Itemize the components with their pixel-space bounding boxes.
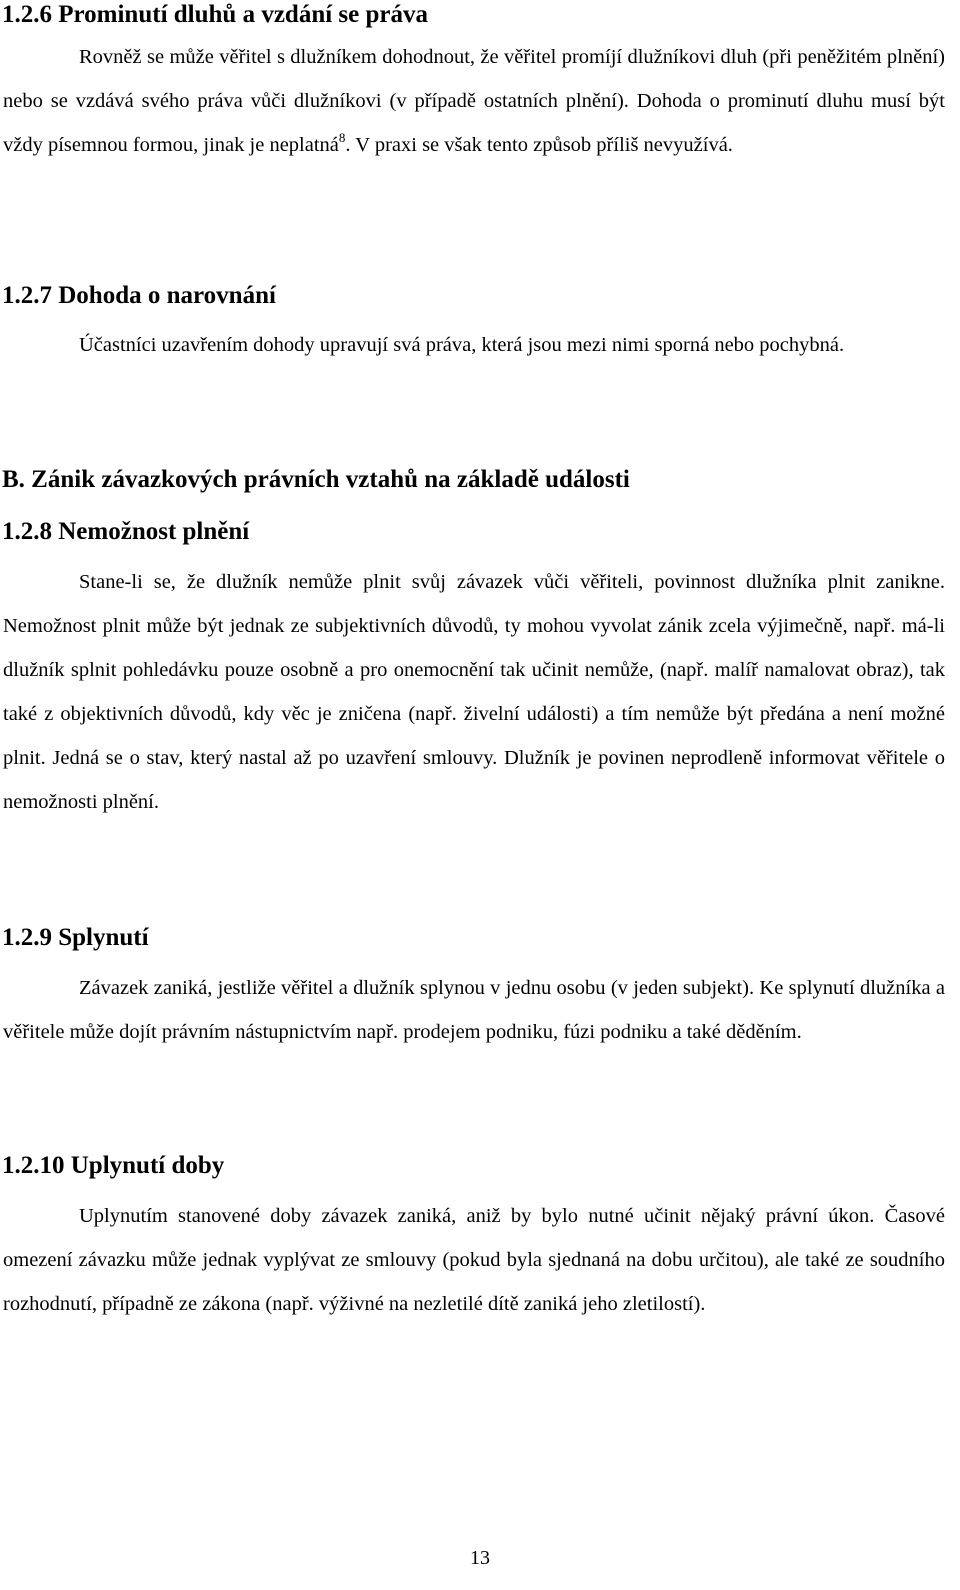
section-heading-1-2-9: 1.2.9 Splynutí bbox=[2, 924, 149, 951]
section-heading-1-2-8: 1.2.8 Nemožnost plnění bbox=[2, 518, 250, 545]
paragraph-text-continued: . V praxi se však tento způsob příliš nevyužívá. bbox=[345, 134, 733, 156]
section-heading-1-2-7: 1.2.7 Dohoda o narovnání bbox=[2, 282, 276, 309]
page-number: 13 bbox=[470, 1547, 490, 1569]
section-paragraph-1-2-6 bbox=[3, 35, 945, 167]
section-paragraph-1-2-10: Uplynutím stanovené doby závazek zaniká, aniž by bylo nutné učinit nějaký právní úkon. Časové omezení závazku může jednak vyplývat ze smlouvy (pokud byla sjednaná na dobu určitou), ale také ze soudního rozhodnutí, případně ze zákona (např. výživné na nezletilé dítě zaniká jeho zletilostí). bbox=[3, 1205, 945, 1315]
section-heading-1-2-6: 1.2.6 Prominutí dluhů a vzdání se práva bbox=[2, 1, 429, 28]
paragraph-text: Rovněž se může věřitel s dlužníkem dohodnout, že věřitel promíjí dlužníkovi dluh (při peněžitém plnění) nebo se vzdává svého práva vůči dlužníkovi (v případě ostatních plnění). Dohoda o prominutí dluhu musí být vždy písemnou formou, jinak je neplatná bbox=[3, 46, 945, 156]
section-paragraph-1-2-9: Závazek zaniká, jestliže věřitel a dlužník splynou v jednu osobu (v jeden subjekt). Ke splynutí dlužníka a věřitele může dojít právním nástupnictvím např. prodejem podniku, fúzi podniku a také děděním. bbox=[3, 977, 945, 1043]
section-paragraph-1-2-7: Účastníci uzavřením dohody upravují svá práva, která jsou mezi nimi sporná nebo pochybná. bbox=[79, 334, 845, 356]
part-heading-b: B. Zánik závazkových právních vztahů na základě události bbox=[2, 466, 630, 493]
section-paragraph-1-2-8: Stane-li se, že dlužník nemůže plnit svůj závazek vůči věřiteli, povinnost dlužníka plnit zanikne. Nemožnost plnit může být jednak ze subjektivních důvodů, ty mohou vyvolat zánik zcela výjimečně, např. má-li dlužník splnit pohledávku pouze osobně a pro onemocnění tak učinit nemůže, (např. malíř namalovat obraz), tak také z objektivních důvodů, kdy věc je zničena (např. živelní události) a tím nemůže být předána a není možné plnit. Jedná se o stav, který nastal až po uzavření smlouvy. Dlužník je povinen neprodleně informovat věřitele o nemožnosti plnění. bbox=[3, 571, 945, 813]
section-heading-1-2-10: 1.2.10 Uplynutí doby bbox=[2, 1152, 225, 1179]
footnote-reference[interactable]: 8 bbox=[338, 130, 346, 145]
